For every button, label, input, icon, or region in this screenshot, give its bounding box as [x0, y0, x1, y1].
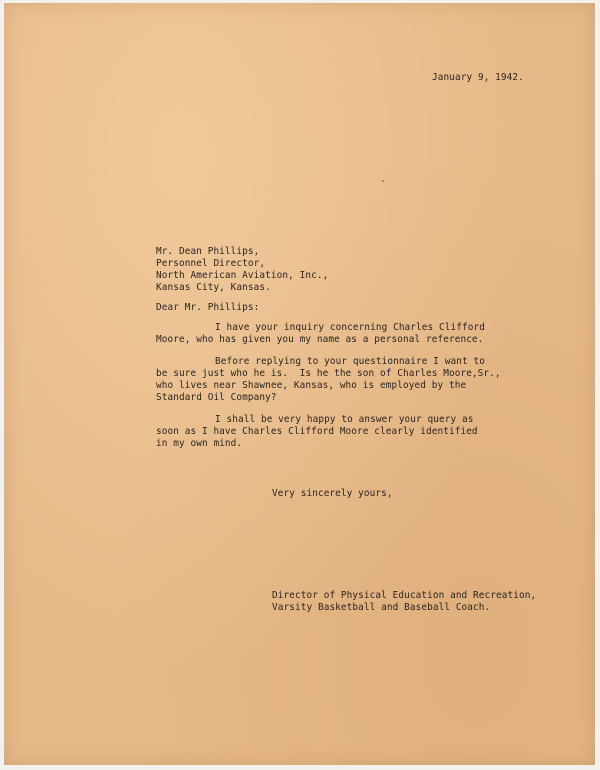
closing: Very sincerely yours,	[272, 488, 393, 499]
signature-title-line1: Director of Physical Education and Recreation,	[272, 590, 537, 601]
paragraph2-line2: be sure just who he is. Is he the son of Charles Moore,Sr.,	[156, 368, 501, 379]
recipient-company: North American Aviation, Inc.,	[156, 270, 329, 281]
recipient-name: Mr. Dean Phillips,	[156, 246, 260, 257]
letter-date: January 9, 1942.	[432, 72, 524, 83]
paragraph3-line2: soon as I have Charles Clifford Moore clearly identified	[156, 426, 478, 437]
paragraph2-line3: who lives near Shawnee, Kansas, who is employed by the	[156, 380, 467, 391]
paragraph3-line1: I shall be very happy to answer your query as	[215, 414, 474, 425]
salutation: Dear Mr. Phillips:	[156, 302, 260, 313]
recipient-city: Kansas City, Kansas.	[156, 282, 271, 293]
paragraph2-line4: Standard Oil Company?	[156, 392, 277, 403]
signature-title-line2: Varsity Basketball and Baseball Coach.	[272, 602, 491, 613]
paragraph3-line3: in my own mind.	[156, 438, 243, 449]
paper-speck	[382, 180, 384, 182]
paragraph1-line2: Moore, who has given you my name as a personal reference.	[156, 334, 484, 345]
paragraph2-line1: Before replying to your questionnaire I want to	[215, 356, 485, 367]
recipient-title: Personnel Director,	[156, 258, 266, 269]
paragraph1-line1: I have your inquiry concerning Charles Clifford	[215, 322, 485, 333]
